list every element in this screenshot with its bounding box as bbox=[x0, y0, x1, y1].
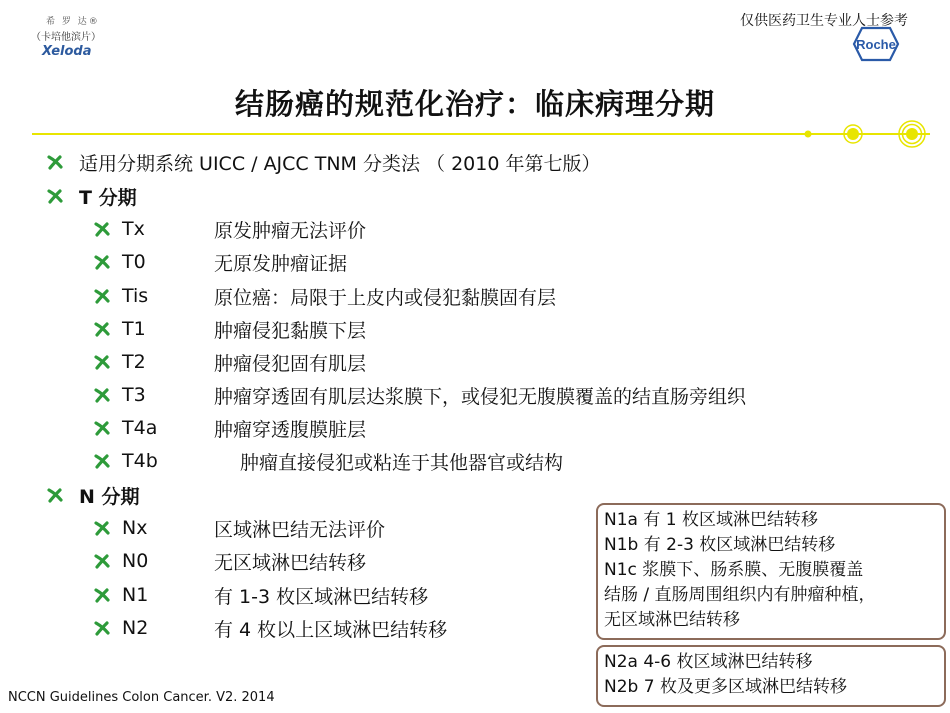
x-bullet-icon bbox=[94, 620, 110, 636]
t-item bbox=[94, 315, 366, 343]
t-item bbox=[94, 215, 366, 243]
n1a-line: N1a 有 1 枚区域淋巴结转移 bbox=[604, 510, 818, 530]
x-bullet-icon bbox=[94, 387, 110, 403]
t-code: Tis bbox=[122, 285, 149, 307]
x-bullet-icon bbox=[94, 587, 110, 603]
x-bullet-icon bbox=[94, 553, 110, 569]
title-divider bbox=[0, 118, 950, 152]
t-description: 肿瘤直接侵犯或粘连于其他器官或结构 bbox=[240, 451, 564, 474]
t-description: 原位癌：局限于上皮内或侵犯黏膜固有层 bbox=[214, 286, 557, 309]
t-description: 肿瘤穿透固有肌层达浆膜下，或侵犯无腹膜覆盖的结直肠旁组织 bbox=[214, 385, 747, 408]
logo-brand-cn: 希 罗 达® bbox=[46, 17, 100, 27]
t-code: T1 bbox=[122, 318, 146, 340]
x-bullet-icon bbox=[94, 321, 110, 337]
t-item bbox=[94, 248, 347, 276]
n-description: 有 4 枚以上区域淋巴结转移 bbox=[214, 618, 448, 641]
xeloda-logo bbox=[28, 14, 120, 64]
t-description: 肿瘤侵犯固有肌层 bbox=[214, 352, 367, 375]
t-item bbox=[94, 381, 746, 409]
staging-system-text: 适用分期系统 UICC / AJCC TNM 分类法 （ 2010 年第七版） bbox=[79, 152, 601, 175]
n2a-line: N2a 4-6 枚区域淋巴结转移 bbox=[604, 652, 813, 672]
page-title: 结肠癌的规范化治疗：临床病理分期 bbox=[234, 87, 715, 121]
n-description: 有 1-3 枚区域淋巴结转移 bbox=[214, 585, 429, 608]
x-bullet-icon bbox=[94, 354, 110, 370]
x-bullet-icon bbox=[94, 288, 110, 304]
source-citation: NCCN Guidelines Colon Cancer. V2. 2014 bbox=[8, 690, 275, 705]
x-bullet-icon bbox=[47, 487, 63, 503]
n1c-line-end: 无区域淋巴结转移 bbox=[604, 610, 740, 630]
t-description: 原发肿瘤无法评价 bbox=[214, 219, 367, 242]
n2-subclass-box bbox=[596, 645, 946, 707]
list-item-n-heading bbox=[47, 481, 140, 509]
roche-logo-text: Roche bbox=[856, 37, 896, 52]
list-item-system bbox=[47, 148, 600, 176]
x-bullet-icon bbox=[94, 520, 110, 536]
n-staging-heading: N 分期 bbox=[79, 485, 140, 508]
n-description: 区域淋巴结无法评价 bbox=[214, 518, 386, 541]
professional-use-notice: 仅供医药卫生专业人士参考 bbox=[740, 13, 908, 29]
n-description: 无区域淋巴结转移 bbox=[214, 551, 367, 574]
t-description: 无原发肿瘤证据 bbox=[214, 252, 348, 275]
t-description: 肿瘤穿透腹膜脏层 bbox=[214, 418, 367, 441]
t-code: T4a bbox=[122, 417, 158, 439]
n-code: N1 bbox=[122, 584, 149, 606]
t-description: 肿瘤侵犯黏膜下层 bbox=[214, 319, 367, 342]
t-item bbox=[94, 447, 563, 475]
x-bullet-icon bbox=[94, 420, 110, 436]
n-item bbox=[94, 547, 366, 575]
t-code: T4b bbox=[122, 450, 158, 472]
x-bullet-icon bbox=[47, 154, 63, 170]
t-item bbox=[94, 282, 556, 310]
t-code: T2 bbox=[122, 351, 146, 373]
x-bullet-icon bbox=[94, 254, 110, 270]
n1-subclass-box bbox=[596, 503, 946, 640]
n-code: Nx bbox=[122, 517, 148, 539]
x-bullet-icon bbox=[94, 221, 110, 237]
t-code: T0 bbox=[122, 251, 146, 273]
t-item bbox=[94, 414, 366, 442]
logo-brand-en: Xeloda bbox=[42, 44, 92, 59]
n-code: N2 bbox=[122, 617, 149, 639]
n1b-line: N1b 有 2-3 枚区域淋巴结转移 bbox=[604, 535, 836, 555]
n-code: N0 bbox=[122, 550, 149, 572]
t-item bbox=[94, 348, 366, 376]
roche-logo bbox=[846, 25, 906, 63]
t-staging-heading: T 分期 bbox=[79, 186, 137, 209]
x-bullet-icon bbox=[47, 188, 63, 204]
n2b-line: N2b 7 枚及更多区域淋巴结转移 bbox=[604, 677, 847, 697]
t-code: T3 bbox=[122, 384, 146, 406]
x-bullet-icon bbox=[94, 453, 110, 469]
logo-generic-cn: （卡培他滨片） bbox=[31, 32, 101, 43]
n-item bbox=[94, 614, 447, 642]
list-item-t-heading bbox=[47, 182, 137, 210]
n1c-line-cont: 结肠 / 直肠周围组织内有肿瘤种植， bbox=[604, 585, 876, 605]
t-code: Tx bbox=[122, 218, 145, 240]
n1c-line: N1c 浆膜下、肠系膜、无腹膜覆盖 bbox=[604, 560, 864, 580]
n-item bbox=[94, 581, 428, 609]
n-item bbox=[94, 514, 385, 542]
